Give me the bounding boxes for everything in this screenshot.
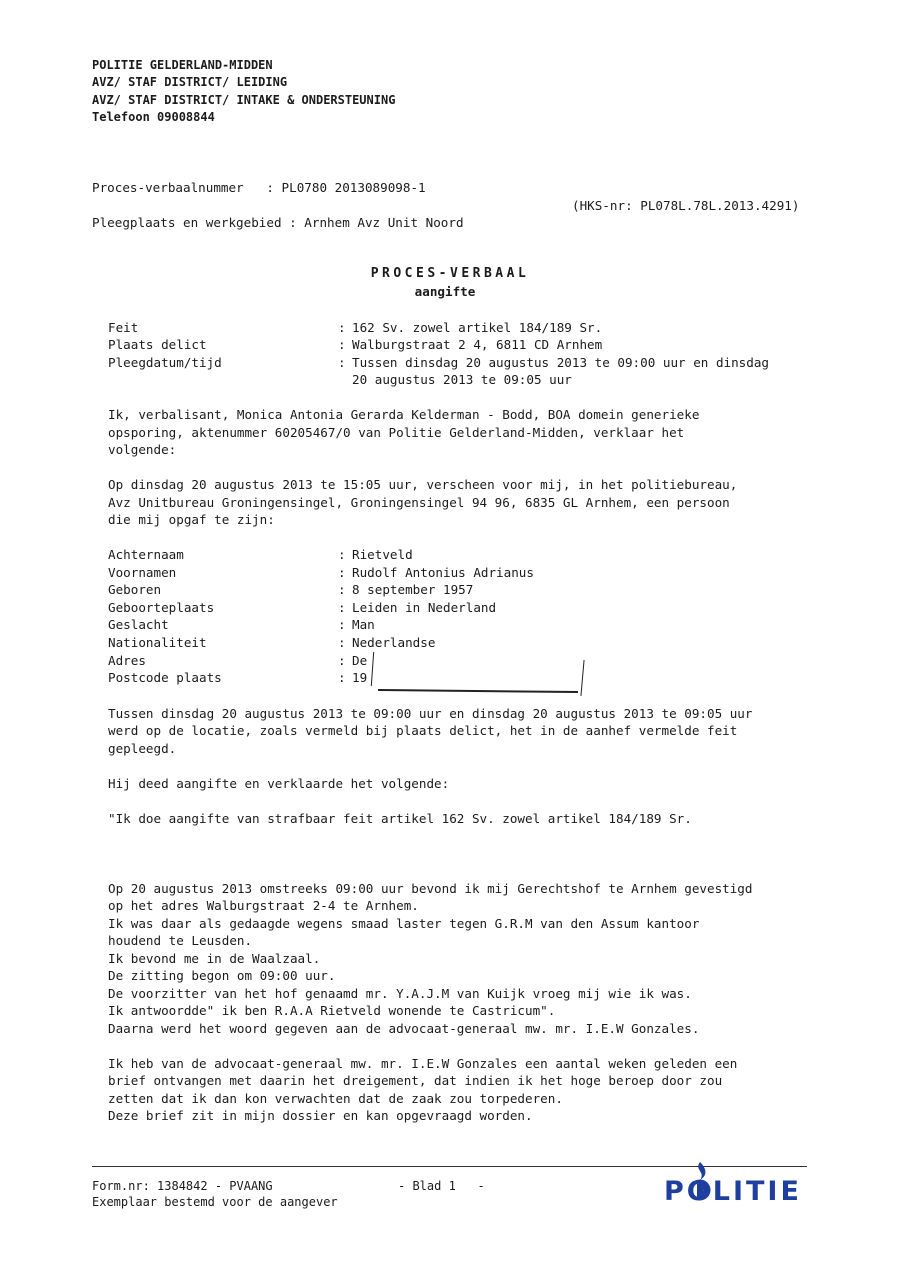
fact-row-feit xyxy=(0,319,900,337)
person-value: Leiden in Nederland xyxy=(352,600,497,615)
fact-value-continued: 20 augustus 2013 te 09:05 uur xyxy=(352,372,572,387)
header-phone: Telefoon 09008844 xyxy=(92,110,215,124)
person-row xyxy=(0,599,900,617)
person-row xyxy=(0,652,900,670)
person-value: Rudolf Antonius Adrianus xyxy=(352,565,534,580)
fact-row-datum xyxy=(0,354,900,372)
pleegplaats: Pleegplaats en werkgebied : Arnhem Avz Unit Noord xyxy=(92,215,464,230)
fact-label: Pleegdatum/tijd xyxy=(108,355,222,370)
fact-row-datum-cont xyxy=(0,371,900,389)
intro-line: Ik, verbalisant, Monica Antonia Gerarda Kelderman - Bodd, BOA domein generieke xyxy=(108,407,700,422)
header-dept-2: AVZ/ STAF DISTRICT/ INTAKE & ONDERSTEUNING xyxy=(92,93,396,107)
person-label: Geboorteplaats xyxy=(108,600,215,615)
fact-row-plaats xyxy=(0,336,900,354)
colon: : xyxy=(338,617,346,632)
redaction-mark xyxy=(378,689,578,693)
person-label: Postcode plaats xyxy=(108,670,222,685)
logo-text: POLITIE xyxy=(664,1176,802,1207)
fact-label: Feit xyxy=(108,320,139,335)
colon: : xyxy=(338,565,346,580)
appearance-line: die mij opgaf te zijn: xyxy=(108,512,275,527)
statement-line: zetten dat ik dan kon verwachten dat de zaak zou torpederen. xyxy=(108,1091,563,1106)
person-row xyxy=(0,616,900,634)
quote-line: "Ik doe aangifte van strafbaar feit artikel 162 Sv. zowel artikel 184/189 Sr. xyxy=(108,811,692,826)
hks-number: (HKS-nr: PL078L.78L.2013.4291) xyxy=(572,198,800,213)
person-label: Geslacht xyxy=(108,617,169,632)
statement-line: Ik was daar als gedaagde wegens smaad laster tegen G.R.M van den Assum kantoor xyxy=(108,916,700,931)
appearance-line: Avz Unitbureau Groningensingel, Groningensingel 94 96, 6835 GL Arnhem, een persoon xyxy=(108,495,730,510)
person-row xyxy=(0,546,900,564)
statement-line: De voorzitter van het hof genaamd mr. Y.A.J.M van Kuijk vroeg mij wie ik was. xyxy=(108,986,692,1001)
politie-logo xyxy=(660,1158,820,1214)
person-value: De xyxy=(352,653,368,668)
person-label: Achternaam xyxy=(108,547,184,562)
fact-value: Tussen dinsdag 20 augustus 2013 te 09:00 uur en dinsdag xyxy=(352,355,770,370)
person-label: Adres xyxy=(108,653,146,668)
document-title: PROCES-VERBAAL xyxy=(370,266,530,281)
colon: : xyxy=(338,582,346,597)
when-line: Tussen dinsdag 20 augustus 2013 te 09:00 uur en dinsdag 20 augustus 2013 te 09:05 uur xyxy=(108,706,753,721)
colon: : xyxy=(338,337,346,352)
person-value: Rietveld xyxy=(352,547,413,562)
person-row xyxy=(0,634,900,652)
when-line: gepleegd. xyxy=(108,741,177,756)
colon: : xyxy=(338,547,346,562)
statement-line: Deze brief zit in mijn dossier en kan opgevraagd worden. xyxy=(108,1108,533,1123)
header-dept-1: AVZ/ STAF DISTRICT/ LEIDING xyxy=(92,75,288,89)
person-label: Geboren xyxy=(108,582,162,597)
person-label: Nationaliteit xyxy=(108,635,207,650)
declared-line: Hij deed aangifte en verklaarde het volgende: xyxy=(108,776,450,791)
colon: : xyxy=(338,600,346,615)
person-value: 19 xyxy=(352,670,368,685)
intro-line: opsporing, aktenummer 60205467/0 van Politie Gelderland-Midden, verklaar het xyxy=(108,425,685,440)
statement-line: Ik heb van de advocaat-generaal mw. mr. I.E.W Gonzales een aantal weken geleden een xyxy=(108,1056,738,1071)
header-org: POLITIE GELDERLAND-MIDDEN xyxy=(92,58,273,72)
person-value: Nederlandse xyxy=(352,635,436,650)
person-label: Voornamen xyxy=(108,565,177,580)
statement-line: Ik antwoordde" ik ben R.A.A Rietveld wonende te Castricum". xyxy=(108,1003,556,1018)
form-number: Form.nr: 1384842 - PVAANG xyxy=(92,1179,273,1193)
colon: : xyxy=(338,355,346,370)
colon: : xyxy=(338,635,346,650)
colon: : xyxy=(338,320,346,335)
when-line: werd op de locatie, zoals vermeld bij plaats delict, het in de aanhef vermelde feit xyxy=(108,723,738,738)
person-value: 8 september 1957 xyxy=(352,582,474,597)
statement-line: De zitting begon om 09:00 uur. xyxy=(108,968,336,983)
intro-line: volgende: xyxy=(108,442,177,457)
colon: : xyxy=(338,670,346,685)
person-value: Man xyxy=(352,617,375,632)
person-row xyxy=(0,564,900,582)
fact-value: 162 Sv. zowel artikel 184/189 Sr. xyxy=(352,320,603,335)
appearance-line: Op dinsdag 20 augustus 2013 te 15:05 uur, verscheen voor mij, in het politiebureau, xyxy=(108,477,738,492)
copy-note: Exemplaar bestemd voor de aangever xyxy=(92,1195,338,1209)
statement-line: Daarna werd het woord gegeven aan de advocaat-generaal mw. mr. I.E.W Gonzales. xyxy=(108,1021,700,1036)
statement-line: brief ontvangen met daarin het dreigement, dat indien ik het hoge beroep door zou xyxy=(108,1073,723,1088)
statement-line: Op 20 augustus 2013 omstreeks 09:00 uur bevond ik mij Gerechtshof te Arnhem gevestigd xyxy=(108,881,753,896)
statement-line: op het adres Walburgstraat 2-4 te Arnhem. xyxy=(108,898,419,913)
fact-label: Plaats delict xyxy=(108,337,207,352)
pv-number: Proces-verbaalnummer : PL0780 2013089098-1 xyxy=(92,180,426,195)
fact-value: Walburgstraat 2 4, 6811 CD Arnhem xyxy=(352,337,603,352)
statement-line: houdend te Leusden. xyxy=(108,933,253,948)
person-row xyxy=(0,669,900,687)
colon: : xyxy=(338,653,346,668)
person-row xyxy=(0,581,900,599)
page-number: - Blad 1 - xyxy=(398,1179,485,1193)
statement-line: Ik bevond me in de Waalzaal. xyxy=(108,951,321,966)
document-subtitle: aangifte xyxy=(414,284,476,299)
